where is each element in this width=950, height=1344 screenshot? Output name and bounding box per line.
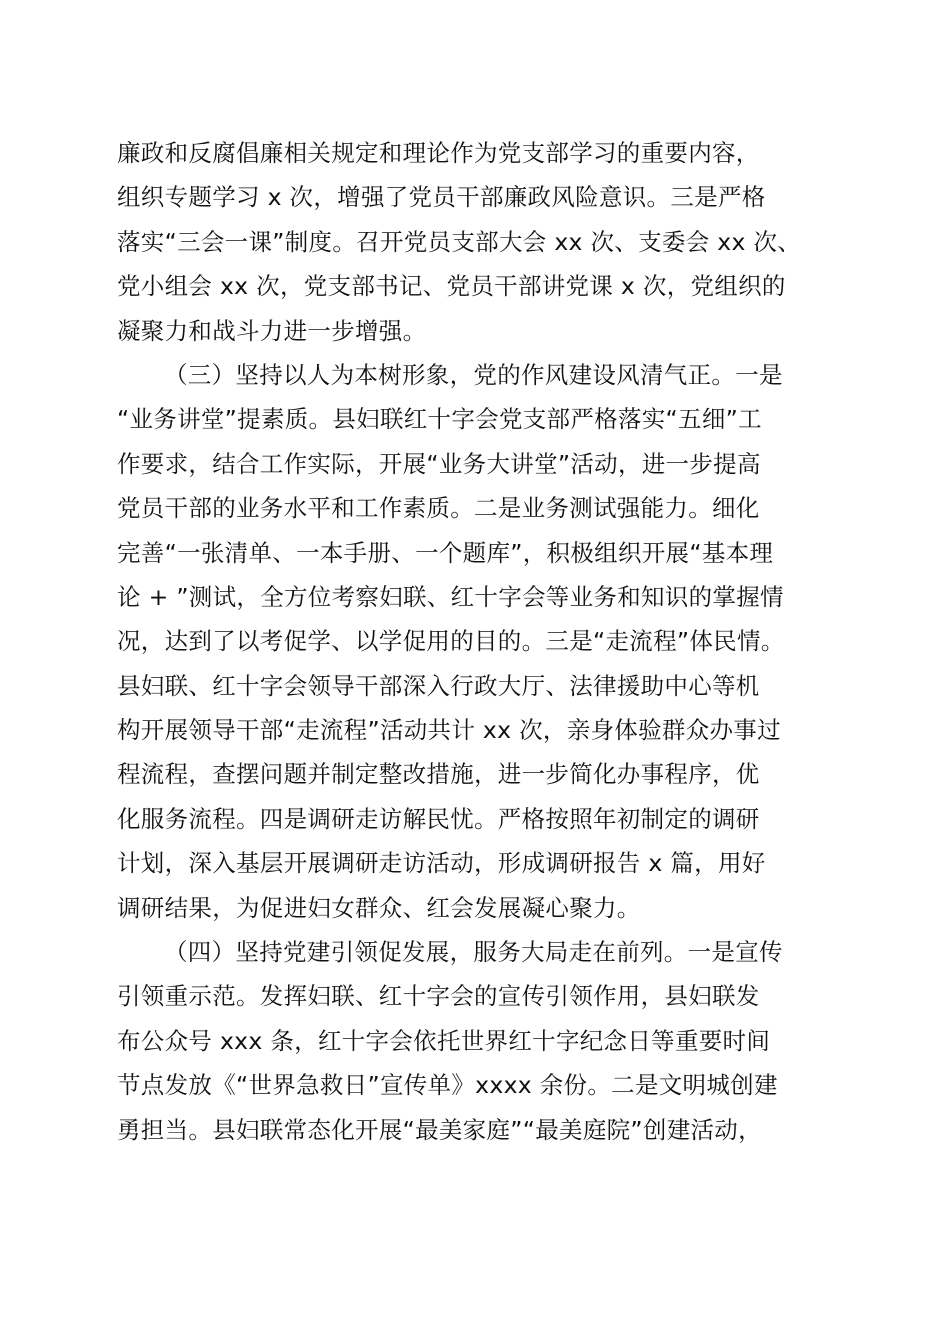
text-line: 构开展领导干部“走流程”活动共计 xx 次，亲身体验群众办事过: [117, 716, 781, 745]
text-line: 调研结果，为促进妇女群众、红会发展凝心聚力。: [117, 893, 641, 922]
text-line: 引领重示范。发挥妇联、红十字会的宣传引领作用，县妇联发: [117, 982, 760, 1011]
section-heading-line: （四）坚持党建引领促发展，服务大局走在前列。一是宣传: [164, 938, 783, 967]
text-line: 布公众号 xxx 条，红十字会依托世界红十字纪念日等重要时间: [117, 1026, 771, 1055]
text-line: 化服务流程。四是调研走访解民忧。严格按照年初制定的调研: [117, 804, 760, 833]
text-line: 计划，深入基层开展调研走访活动，形成调研报告 x 篇，用好: [117, 849, 766, 878]
body-text: [117, 131, 833, 1152]
text-line: 落实“三会一课”制度。召开党员支部大会 xx 次、支委会 xx 次、: [117, 227, 802, 256]
text-line: “业务讲堂”提素质。县妇联红十字会党支部严格落实“五细”工: [117, 405, 762, 434]
text-line: 况，达到了以考促学、以学促用的目的。三是“走流程”体民情。: [117, 627, 785, 656]
text-line: 组织专题学习 x 次，增强了党员干部廉政风险意识。三是严格: [117, 183, 766, 212]
text-line: 论 + ”测试，全方位考察妇联、红十字会等业务和知识的掌握情: [117, 582, 784, 611]
text-line: 凝聚力和战斗力进一步增强。: [117, 316, 427, 345]
text-line: 完善“一张清单、一本手册、一个题库”，积极组织开展“基本理: [117, 538, 774, 567]
section-heading-line: （三）坚持以人为本树形象，党的作风建设风清气正。一是: [164, 360, 783, 389]
text-line: 作要求，结合工作实际，开展“业务大讲堂”活动，进一步提高: [117, 449, 761, 478]
text-line: 党小组会 xx 次，党支部书记、党员干部讲党课 x 次，党组织的: [117, 272, 786, 301]
text-line: 节点发放《“世界急救日”宣传单》xxxx 余份。二是文明城创建: [117, 1071, 778, 1100]
text-line: 勇担当。县妇联常态化开展“最美家庭”“最美庭院”创建活动，: [117, 1115, 762, 1144]
text-line: 廉政和反腐倡廉相关规定和理论作为党支部学习的重要内容，: [117, 139, 760, 167]
text-line: 程流程，查摆问题并制定整改措施，进一步简化办事程序，优: [117, 760, 760, 789]
text-line: 县妇联、红十字会领导干部深入行政大厅、法律援助中心等机: [117, 671, 760, 700]
text-line: 党员干部的业务水平和工作素质。二是业务测试强能力。细化: [117, 494, 760, 523]
